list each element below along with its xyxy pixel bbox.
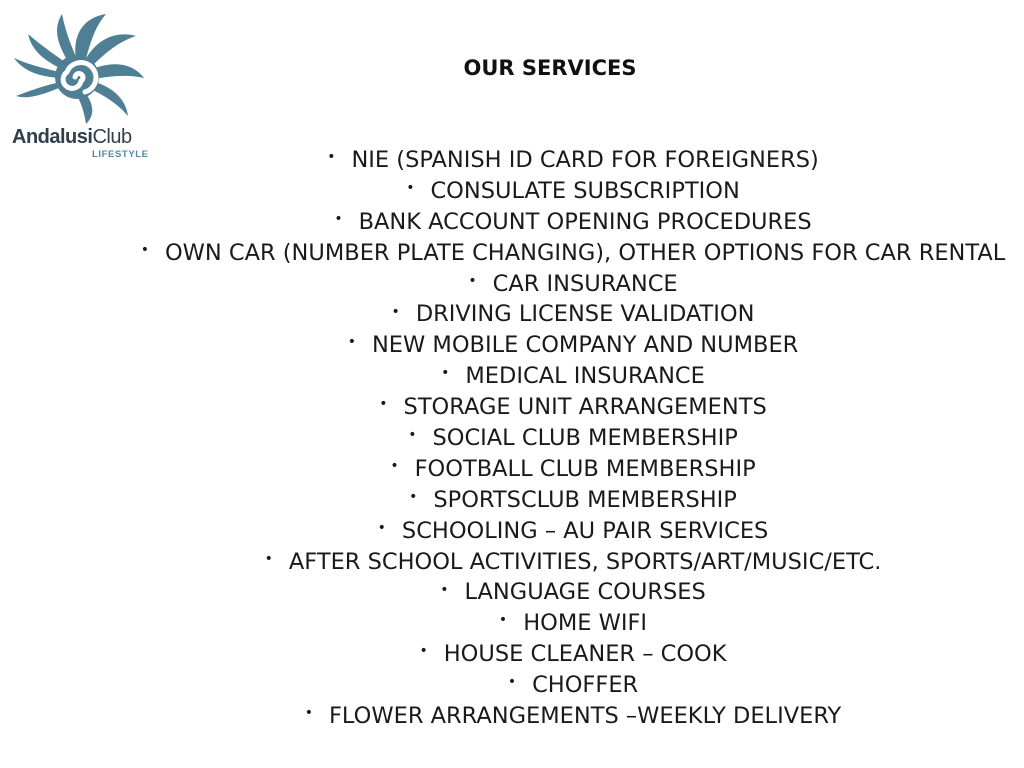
service-item [100,516,1024,547]
service-label: CHOFFER [532,672,639,699]
bullet-icon: • [264,550,273,567]
bullet-icon: • [377,519,386,536]
page-title: OUR SERVICES [463,56,637,80]
service-item [100,639,1024,670]
bullet-icon: • [468,272,477,289]
service-item [100,547,1024,578]
service-label: DRIVING LICENSE VALIDATION [415,301,755,328]
service-item [100,238,1024,269]
bullet-icon: • [140,241,149,258]
service-item [100,299,1024,330]
service-label: AFTER SCHOOL ACTIVITIES, SPORTS/ART/MUSIC/ETC. [288,548,882,575]
service-item [100,454,1024,485]
bullet-icon: • [334,210,343,227]
bullet-icon: • [327,149,336,166]
service-label: NIE (SPANISH ID CARD FOR FOREIGNERS) [351,147,819,173]
service-item [100,392,1024,423]
service-item [100,207,1024,238]
service-label: LANGUAGE COURSES [464,579,706,606]
service-label: OWN CAR (NUMBER PLATE CHANGING), OTHER OPTIONS FOR CAR RENTAL [164,239,1006,266]
service-label: SOCIAL CLUB MEMBERSHIP [432,425,738,452]
bullet-icon: • [408,427,417,444]
service-label: SPORTSCLUB MEMBERSHIP [433,486,737,513]
bullet-icon: • [379,396,388,413]
service-item [100,608,1024,639]
andalusi-club-logo [10,10,150,160]
bullet-icon: • [406,179,415,196]
service-item [100,577,1024,608]
service-label: CONSULATE SUBSCRIPTION [430,177,740,204]
service-item [100,145,1024,176]
bullet-icon: • [419,643,428,660]
bullet-icon: • [391,303,400,320]
service-label: STORAGE UNIT ARRANGEMENTS [403,394,767,421]
brand-name-light: Club [92,126,132,148]
bullet-icon: • [440,581,449,598]
bullet-icon: • [390,458,399,474]
bullet-icon: • [304,705,313,722]
service-label: HOME WIFI [523,610,648,637]
service-label: SCHOOLING – AU PAIR SERVICES [401,517,769,544]
service-label: BANK ACCOUNT OPENING PROCEDURES [358,208,812,235]
service-item [100,176,1024,207]
service-label: MEDICAL INSURANCE [465,363,705,390]
service-item [100,330,1024,361]
brand-name-bold: Andalusi [12,126,93,148]
service-label: FOOTBALL CLUB MEMBERSHIP [414,455,756,482]
bullet-icon: • [441,365,450,382]
bullet-icon: • [347,334,356,351]
services-list [100,145,1024,732]
bullet-icon: • [409,488,418,505]
bullet-icon: • [507,674,517,691]
service-label: NEW MOBILE COMPANY AND NUMBER [371,332,799,359]
service-label: HOUSE CLEANER – COOK [443,641,727,668]
service-label: CAR INSURANCE [492,270,678,297]
service-label: FLOWER ARRANGEMENTS –WEEKLY DELIVERY [328,703,842,730]
service-item [100,670,1024,701]
service-item [100,361,1024,392]
service-item [100,269,1024,300]
bullet-icon: • [498,612,508,629]
service-item [100,423,1024,454]
service-item [100,701,1024,732]
service-item [100,485,1024,516]
brand-tagline: LIFESTYLE [92,149,149,160]
